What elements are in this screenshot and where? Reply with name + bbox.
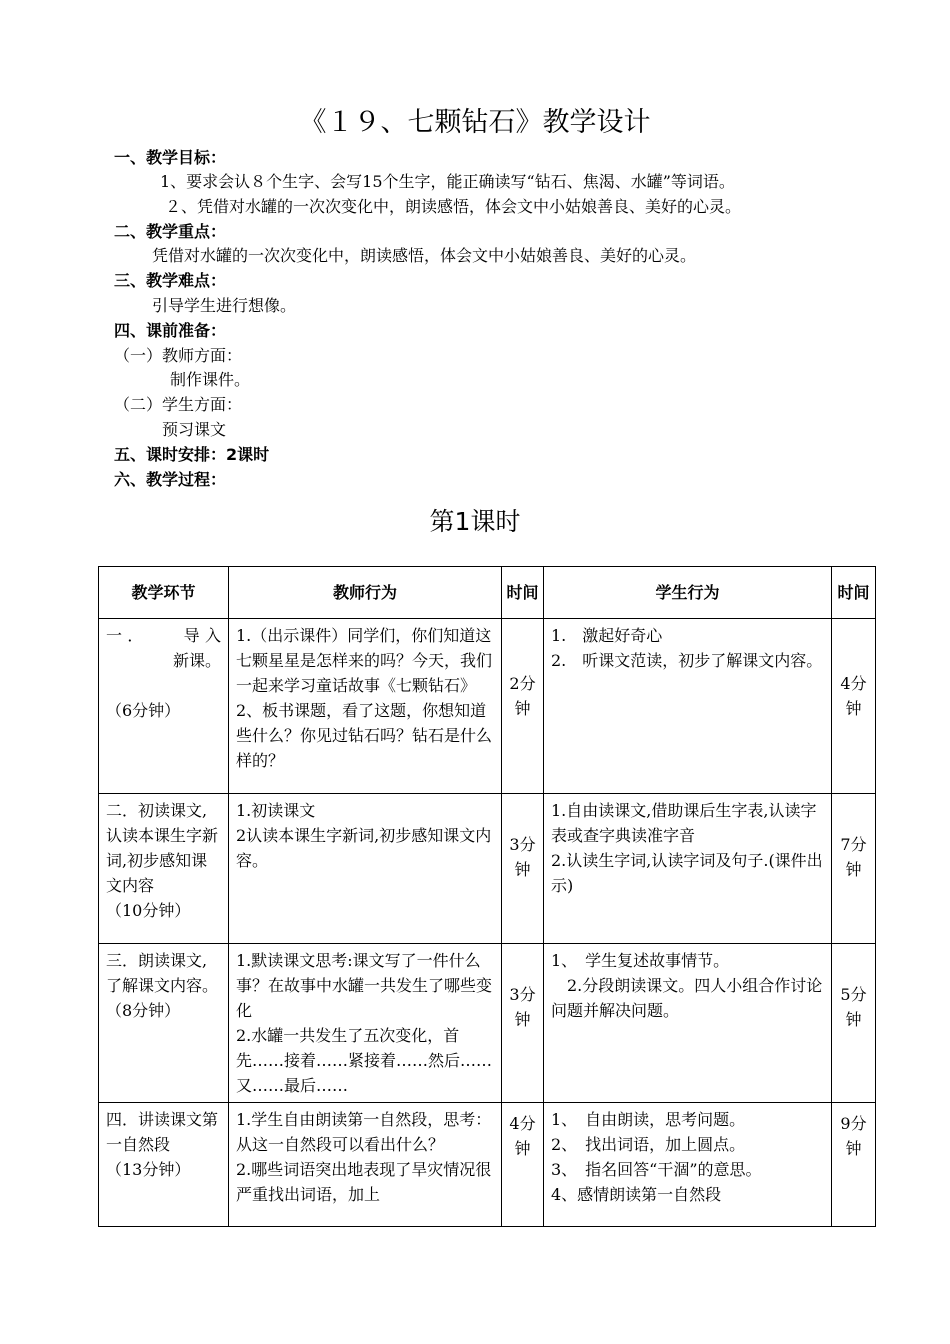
section-keypoints-heading: 二、教学重点： <box>114 222 227 241</box>
header-teacher-time: 时间 <box>502 567 544 619</box>
objective-1: 1、要求会认８个生字、会写15个生字，能正确读写“钻石、焦渴、水罐”等词语。 <box>160 172 735 191</box>
preparation-teacher-label: （一）教师方面： <box>114 346 243 365</box>
teacher-time-cell: 3分钟 <box>502 944 544 1103</box>
student-time-cell: 4分钟 <box>832 619 876 794</box>
preparation-student-label: （二）学生方面： <box>114 395 243 414</box>
student-time-cell: 9分钟 <box>832 1103 876 1227</box>
teacher-time-cell: 2分钟 <box>502 619 544 794</box>
header-stage: 教学环节 <box>99 567 229 619</box>
student-line: 1、 学生复述故事情节。 <box>551 951 730 970</box>
stage-line <box>106 673 221 698</box>
teacher-cell <box>229 794 502 944</box>
header-student: 学生行为 <box>544 567 832 619</box>
student-cell <box>544 944 832 1103</box>
student-line: 2.认读生字词,认读字词及句子.(课件出示) <box>551 851 823 895</box>
student-line: 1.自由读课文,借助课后生字表,认读字表或查字典读准字音 <box>551 801 817 845</box>
student-line: 2. 听课文范读，初步了解课文内容。 <box>551 651 823 670</box>
section-preparation-heading: 四、课前准备： <box>114 321 227 340</box>
header-student-time: 时间 <box>832 567 876 619</box>
lesson-table <box>98 566 876 1227</box>
student-time-cell: 5分钟 <box>832 944 876 1103</box>
student-line: 4、感情朗读第一自然段 <box>551 1185 722 1204</box>
stage-line: 二．初读课文,认读本课生字新词,初步感知课文内容 <box>106 801 219 895</box>
student-time-cell: 7分钟 <box>832 794 876 944</box>
preparation-student-text: 预习课文 <box>162 420 227 439</box>
stage-line: 三．朗读课文,了解课文内容。 <box>106 951 219 995</box>
student-line: 3、 指名回答“干涸”的意思。 <box>551 1160 762 1179</box>
stage-cell <box>99 1103 229 1227</box>
teacher-time-cell: 4分钟 <box>502 1103 544 1227</box>
student-line: 2.分段朗读课文。四人小组合作讨论问题并解决问题。 <box>551 976 823 1020</box>
table-row <box>99 619 876 794</box>
stage-line: （8分钟） <box>106 1001 181 1020</box>
student-cell <box>544 619 832 794</box>
teacher-cell <box>229 944 502 1103</box>
section-objectives-heading: 一、教学目标： <box>114 148 227 167</box>
table-row <box>99 1103 876 1227</box>
stage-line: （13分钟） <box>106 1160 191 1179</box>
table-row <box>99 794 876 944</box>
student-line: 1、 自由朗读，思考问题。 <box>551 1110 746 1129</box>
stage-line: 四．讲读课文第一自然段 <box>106 1110 219 1154</box>
stage-line: （10分钟） <box>106 901 191 920</box>
section-schedule-heading: 五、课时安排：2课时 <box>114 445 270 464</box>
preparation-teacher-text: 制作课件。 <box>170 370 251 389</box>
stage-cell <box>99 944 229 1103</box>
teacher-line: 1.（出示课件）同学们，你们知道这七颗星星是怎样来的吗？今天，我们一起来学习童话故事《七颗钻石》 <box>236 626 493 695</box>
teacher-line: 2认读本课生字新词,初步感知课文内容。 <box>236 826 492 870</box>
section-process-heading: 六、教学过程： <box>114 470 227 489</box>
keypoints-text: 凭借对水罐的一次次变化中，朗读感悟，体会文中小姑娘善良、美好的心灵。 <box>152 246 697 265</box>
header-teacher: 教师行为 <box>229 567 502 619</box>
teacher-cell <box>229 1103 502 1227</box>
difficulty-text: 引导学生进行想像。 <box>152 296 297 315</box>
document-title: 《１９、七颗钻石》教学设计 <box>299 107 651 138</box>
stage-cell <box>99 619 229 794</box>
teacher-line: 1.学生自由朗读第一自然段，思考：从这一自然段可以看出什么？ <box>236 1110 492 1154</box>
stage-line: 新课。 <box>172 651 221 670</box>
teacher-line: 1.初读课文 <box>236 801 316 820</box>
teacher-line: 2、板书课题，看了这题，你想知道些什么？你见过钻石吗？钻石是什么样的？ <box>236 701 493 770</box>
table-header-row <box>99 567 876 619</box>
student-cell <box>544 1103 832 1227</box>
teacher-line: 2.哪些词语突出地表现了旱灾情况很严重找出词语，加上 <box>236 1160 492 1204</box>
lesson-title: 第1课时 <box>429 507 521 536</box>
student-cell <box>544 794 832 944</box>
objective-2: ２、凭借对水罐的一次次变化中，朗读感悟，体会文中小姑娘善良、美好的心灵。 <box>165 197 742 216</box>
teacher-time-cell: 3分钟 <box>502 794 544 944</box>
teacher-cell <box>229 619 502 794</box>
teacher-line: 2.水罐一共发生了五次变化，首先……接着……紧接着……然后……又……最后…… <box>236 1026 493 1095</box>
stage-cell <box>99 794 229 944</box>
student-line: 1. 激起好奇心 <box>551 626 663 645</box>
student-line: 2、 找出词语，加上圆点。 <box>551 1135 746 1154</box>
table-row <box>99 944 876 1103</box>
stage-line: （6分钟） <box>106 701 181 720</box>
section-difficulty-heading: 三、教学难点： <box>114 271 227 290</box>
teacher-line: 1.默读课文思考:课文写了一件什么事？在故事中水罐一共发生了哪些变化 <box>236 951 493 1020</box>
stage-line: 一． 导入 <box>106 626 221 645</box>
